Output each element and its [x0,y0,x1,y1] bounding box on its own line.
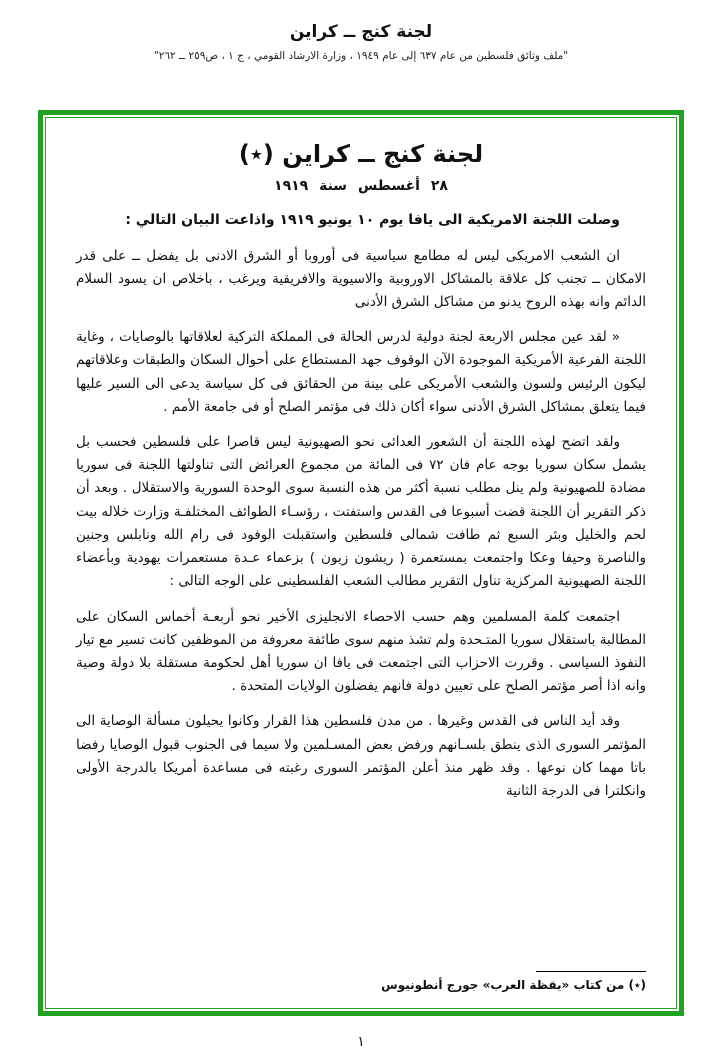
document-date: ٢٨ أغسطس سنة ١٩١٩ [274,178,448,194]
document-frame-inner [45,117,677,1009]
document-title: لجنة كنج ــ كراين (٭) [238,140,484,168]
body-paragraph: ولقد اتضح لهذه اللجنة أن الشعور العدائى نحو الصهيونية ليس قاصرا على فلسطين فحسب بل يشمل سكان سوريا بوجه عام فان ٧٢ فى المائة من مجموع العرائض التى تناولتها اللجنة فى سوريا مضادة للصهيونية ولم ينل مطلب نسبة أكثر من هذه النسبة سوى الوحدة السورية والاستقلال . وبعد أن ذكر التقرير أن اللجنة قضت أسبوعا فى القدس واستفتت ، رؤسـاء الطوائف المختلفـة وزارت خلاله بيت لحم والخليل وبئر السبع ثم طافت شمالى فلسطين واستقبلت الوفود فى رام الله ونابلس وجنين والناصرة وحيفا وعكا واجتمعت بمستعمرة ( ريشون زيون ) بزعماء عـدة مستعمرات يهودية وبأعضاء اللجنة الصهيونية المركزية تناول التقرير مطالب الشعب الفلسطينى على الوجه التالى : [76,434,646,590]
document-frame [38,110,684,1016]
page-header [0,0,722,62]
body-paragraph: وقد أيد الناس فى القدس وغيرها . من مدن فلسطين هذا القرار وكانوا يحيلون مسألة الوصاية الى المؤتمر السورى الذى ينطق بلسـانهم ورفض بعض المسـلمين ولا سيما فى الجنوب قبول الوصايا رفضا باتا مهما كان نوعها . وقد ظهر منذ أعلن المؤتمر السورى رغبته فى مساعدة أمريكا بالدرجة الأولى وانكلترا فى الدرجة الثانية [76,713,646,800]
footnote-text: (٭) من كتاب «يقظة العرب» جورج أنطونيوس [381,978,646,992]
body-paragraph: اجتمعت كلمة المسلمين وهم حسب الاحصاء الانجليزى الأخير نحو أربعـة أخماس السكان على المطالبة باستقلال سوريا المتـحدة ولم تشذ منهم سوى طائفة معروفة من الموظفين كانت تسير مع تيار النفوذ السياسى . وقررت الاحزاب التى اجتمعت فى يافا ان سوريا أهل لحكومة مستقلة بلا دولة وصية وانه اذا أصر مؤتمر الصلح على تعيين دولة فانهم يفضلون الولايات المتحدة . [76,608,646,695]
footnote-divider [536,971,646,972]
page-number: ١ [357,1034,365,1050]
source-citation: "ملف وثائق فلسطين من عام ٦٣٧ إلى عام ١٩٤٩ ، وزارة الارشاد القومي ، ج ١ ، ص٢٥٩ ــ ٢٦٢" [153,50,569,62]
body-paragraph: « لقد عين مجلس الاربعة لجنة دولية لدرس الحالة فى المملكة التركية لعلاقاتها بالوصايات ، وغاية اللجنة الفرعية الأمريكية الموجودة الآن الوقوف جهد المستطاع على أحوال السكان والطبقات وعلاقاتهم ليكون الرئيس ولسون والشعب الأمريكى على بينة من الحقائق فى كل سياسة يدعى الى السير عليها فيما يتعلق بمشاكل الشرق الأدنى سواء أكان ذلك فى مؤتمر الصلح أو فى جامعة الأمم . [76,329,646,415]
lead-paragraph: وصلت اللجنة الامريكية الى يافا يوم ١٠ يونيو ١٩١٩ واذاعت البيان التالي : [125,212,620,228]
page-header-title: لجنة كنج ــ كراين [289,22,433,42]
footnote-block [76,971,646,992]
body-paragraph: ان الشعب الامريكى ليس له مطامع سياسية فى أوروبا أو الشرق الادنى بل يفضل ــ على قدر الامكان ــ تجنب كل علاقة بالمشاكل الاوروبية والاسيوية والافريقية ويرغب ، باخلاص ان يسود السلام الدائم وانه بهذه الروح يدنو من مشاكل الشرق الأدنى [76,247,646,310]
